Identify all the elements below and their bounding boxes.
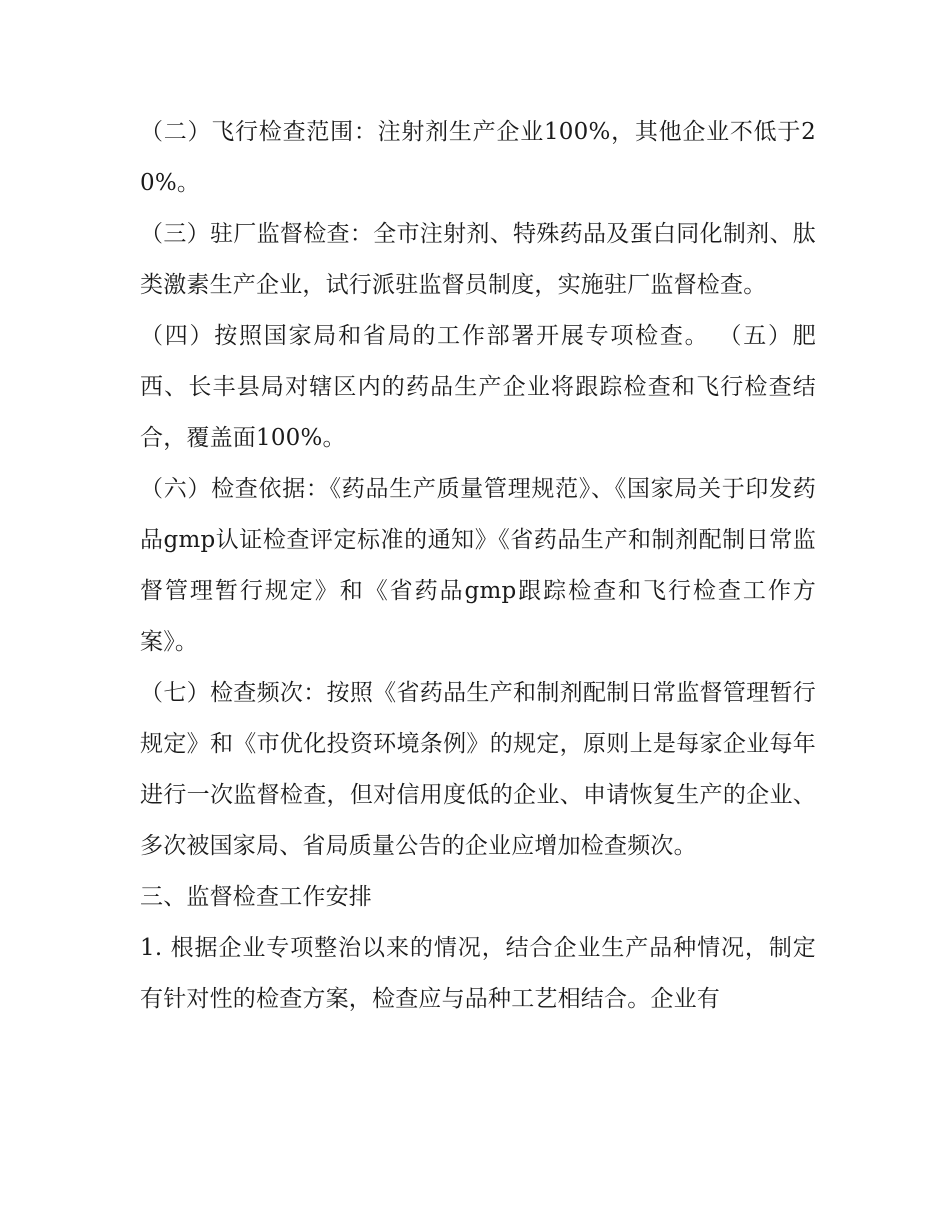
paragraph-flight-inspection-scope: （二）飞行检查范围：注射剂生产企业100%，其他企业不低于20%。 bbox=[140, 119, 816, 196]
paragraph-item-1: 1. 根据企业专项整治以来的情况，结合企业生产品种情况，制定有针对性的检查方案，检查应与品种工艺相结合。企业有 bbox=[140, 935, 816, 1012]
paragraph-special-inspection: （四）按照国家局和省局的工作部署开展专项检查。 （五）肥西、长丰县局对辖区内的药品生产企业将跟踪检查和飞行检查结合，覆盖面100%。 bbox=[140, 323, 816, 451]
paragraph-inspection-frequency: （七）检查频次：按照《省药品生产和制剂配制日常监督管理暂行规定》和《市优化投资环境条例》的规定，原则上是每家企业每年进行一次监督检查，但对信用度低的企业、申请恢复生产的企业、多次被国家局、省局质量公告的企业应增加检查频次。 bbox=[140, 680, 816, 859]
paragraph-on-site-supervision: （三）驻厂监督检查：全市注射剂、特殊药品及蛋白同化制剂、肽类激素生产企业，试行派驻监督员制度，实施驻厂监督检查。 bbox=[140, 221, 816, 298]
paragraph-inspection-basis: （六）检查依据：《药品生产质量管理规范》、《国家局关于印发药品gmp认证检查评定标准的通知》《省药品生产和制剂配制日常监督管理暂行规定》和《省药品gmp跟踪检查和飞行检查工作方案》。 bbox=[140, 476, 816, 655]
section-heading-work-arrangement: 三、监督检查工作安排 bbox=[140, 884, 372, 910]
document-body bbox=[140, 107, 816, 1025]
